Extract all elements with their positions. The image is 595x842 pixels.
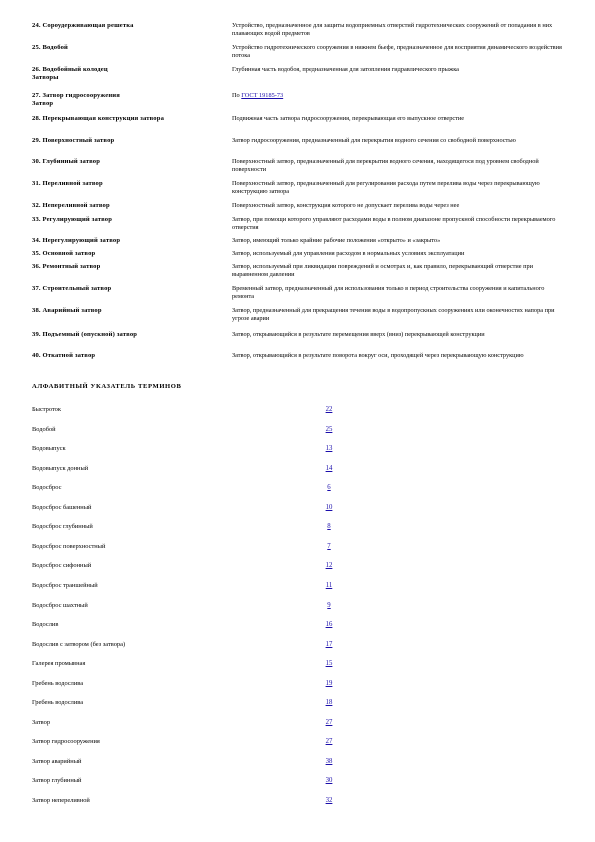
- index-row: [0, 464, 595, 476]
- term-name: 39. Подъемный (опускной) затвор: [32, 331, 138, 338]
- index-page-link[interactable]: [322, 698, 336, 707]
- term-name: 38. Аварийный затвор: [32, 307, 102, 314]
- term-definition: [232, 307, 567, 324]
- index-row: [0, 561, 595, 573]
- term-definition: [232, 263, 567, 280]
- term-definition-text: Поверхностный затвор, предназначенный для перекрытия водного сечения, находящегося под уровнем свободной поверхности: [232, 158, 539, 174]
- index-page-link[interactable]: [322, 464, 336, 473]
- term-definition-text: Поверхностный затвор, конструкция которого не допускает перелива воды через нее: [232, 202, 460, 209]
- index-page-number[interactable]: 12: [325, 562, 333, 570]
- term-definition-text: Затвор, используемый при ликвидации повреждений и осмотрах и, как правило, перекрывающий отверстие при выравненном давлении: [232, 263, 533, 279]
- index-page-number[interactable]: 13: [325, 445, 333, 453]
- index-page-number[interactable]: 27: [325, 718, 333, 726]
- term-definition: [232, 44, 567, 61]
- term-definition: [232, 331, 567, 339]
- index-page-link[interactable]: [322, 561, 336, 570]
- term-definition-text: Затвор, имеющий только крайние рабочие положения «открыто» и «закрыто»: [232, 237, 441, 244]
- term-name: 30. Глубинный затвор: [32, 158, 101, 165]
- term-name: 40. Откатной затвор: [32, 352, 96, 359]
- index-row: [0, 542, 595, 554]
- term-definition: [232, 158, 567, 175]
- term-definition: [232, 137, 567, 145]
- index-row: [0, 640, 595, 652]
- index-page-number[interactable]: 17: [325, 640, 333, 648]
- term-definition-text: Затвор, открывающийся в результате поворота вокруг оси, проходящей через перекрывающую конструкцию: [232, 352, 524, 359]
- index-page-number[interactable]: 22: [325, 406, 333, 413]
- term-name: 32. Непереливной затвор: [32, 202, 110, 209]
- term-name: 31. Переливной затвор: [32, 180, 103, 187]
- index-page-number[interactable]: 14: [325, 464, 333, 472]
- term-definition-text: Затвор, используемый для управления расходом в нормальных условиях эксплуатации: [232, 250, 465, 257]
- term-name: 28. Перекрывающая конструкция затвора: [32, 115, 165, 122]
- index-row: [0, 698, 595, 710]
- term-definition: [232, 66, 567, 74]
- index-term: Затвор гидросооружения: [32, 738, 100, 746]
- index-page-number[interactable]: 15: [325, 660, 333, 668]
- index-page-link[interactable]: [322, 737, 336, 746]
- index-page-link[interactable]: [322, 679, 336, 688]
- term-definition-text: Глубинная часть водобоя, предназначенная для затопления гидравлического прыжка: [232, 66, 459, 73]
- index-term: Водосброс сифонный: [32, 562, 92, 570]
- index-page-link[interactable]: [322, 601, 336, 610]
- term-definition-text: Затвор, открывающийся в результате перемещения вверх (вниз) перекрывающей конструкции: [232, 331, 485, 338]
- index-page-link[interactable]: [322, 757, 336, 766]
- term-name: 36. Ремонтный затвор: [32, 263, 101, 270]
- index-term: Водосброс глубинный: [32, 523, 93, 531]
- index-page-link[interactable]: [322, 796, 336, 805]
- index-page-number[interactable]: 7: [327, 542, 331, 550]
- index-row: [0, 679, 595, 691]
- index-row: [0, 425, 595, 437]
- term-definition: [232, 352, 567, 360]
- index-page-number[interactable]: 19: [325, 679, 333, 687]
- index-page-link[interactable]: [322, 659, 336, 668]
- index-page-number[interactable]: 10: [325, 503, 333, 511]
- term-definition-text: Затвор, при помощи которого управляют расходами воды в полном диапазоне пропускной способности перекрываемого отверстия: [232, 216, 556, 232]
- index-page-number[interactable]: 11: [325, 581, 333, 589]
- term-name: 29. Поверхностный затвор: [32, 137, 115, 144]
- index-term: Водовыпуск донный: [32, 464, 89, 472]
- index-row: [0, 737, 595, 749]
- index-term: Водослив: [32, 621, 59, 629]
- index-row: [0, 405, 595, 417]
- index-page-link[interactable]: [322, 522, 336, 531]
- term-definition-text: Затвор гидросооружения, предназначенный для перекрытия водного сечения со свободной поверхностью: [232, 137, 516, 144]
- term-definition-text: Поверхностный затвор, предназначенный для регулирования расхода путем перелива воды через перекрывающую конструкцию затвора: [232, 180, 540, 196]
- term-definition-text: Подвижная часть затвора гидросооружения, перекрывающая его выпускное отверстие: [232, 115, 465, 122]
- index-page-number[interactable]: 18: [325, 699, 333, 707]
- term-definition: [232, 237, 567, 245]
- term-name: 26. Водобойный колодец Затворы: [32, 66, 108, 82]
- index-row: [0, 581, 595, 593]
- term-definition-text: Временный затвор, предназначенный для использования только в период строительства сооружения и капитального ремонта: [232, 285, 545, 301]
- term-name: 24. Сороудерживающая решетка: [32, 22, 134, 29]
- term-definition: [232, 115, 567, 123]
- index-page-number[interactable]: 6: [327, 484, 331, 492]
- index-title: АЛФАВИТНЫЙ УКАЗАТЕЛЬ ТЕРМИНОВ: [32, 383, 182, 390]
- index-page-number[interactable]: 16: [325, 621, 333, 629]
- term-definition-text: Устройство, предназначенное для защиты водоприемных отверстий гидротехнических сооружений от попадания в них плавающих водой предметов: [232, 22, 553, 38]
- index-term: Водосброс шахтный: [32, 601, 88, 609]
- index-term: Водослив с затвором (без затвора): [32, 640, 126, 648]
- index-row: [0, 503, 595, 515]
- index-row: [0, 757, 595, 769]
- term-name: 25. Водобой: [32, 44, 68, 51]
- index-page-number[interactable]: 38: [325, 757, 333, 765]
- index-term: Водосброс траншейный: [32, 581, 98, 589]
- index-term: Гребень водослива: [32, 699, 84, 707]
- index-page-link[interactable]: [322, 718, 336, 727]
- index-term: Гребень водослива: [32, 679, 84, 687]
- index-page-link[interactable]: [322, 425, 336, 434]
- index-page-link[interactable]: [322, 405, 336, 414]
- term-name: 34. Нерегулирующий затвор: [32, 237, 121, 244]
- index-page-link[interactable]: [322, 776, 336, 785]
- term-definition: [232, 180, 567, 197]
- term-definition: [232, 216, 567, 233]
- index-term: Затвор непереливной: [32, 797, 90, 804]
- index-page-link[interactable]: [322, 620, 336, 629]
- term-definition-text: Устройство гидротехнического сооружения в нижнем бьефе, предназначенное для восприятия динамического воздействия потока: [232, 44, 562, 60]
- index-term: Затвор аварийный: [32, 757, 82, 765]
- index-term: Водобой: [32, 425, 56, 433]
- index-page-number[interactable]: 8: [327, 523, 331, 531]
- index-page-number[interactable]: 9: [327, 601, 331, 609]
- index-row: [0, 444, 595, 456]
- index-term: Водосброс башенный: [32, 503, 92, 511]
- term-name: 37. Строительный затвор: [32, 285, 112, 292]
- term-name: 35. Основной затвор: [32, 250, 96, 257]
- term-name: 33. Регулирующий затвор: [32, 216, 113, 223]
- index-page-link[interactable]: [322, 640, 336, 649]
- index-row: [0, 718, 595, 730]
- standard-link[interactable]: ГОСТ 19185-73: [241, 92, 284, 99]
- index-term: Водовыпуск: [32, 445, 66, 453]
- term-definition-text: По: [232, 92, 242, 99]
- index-row: [0, 776, 595, 788]
- index-row: [0, 522, 595, 534]
- term-name: 27. Затвор гидросооружения Затвор: [32, 92, 120, 108]
- index-page-link[interactable]: [322, 503, 336, 512]
- term-definition-text: Затвор, предназначенный для прекращения течения воды в водопропускных сооружениях или оконечностях напора при угрозе аварии: [232, 307, 555, 323]
- index-page-link[interactable]: [322, 542, 336, 551]
- index-page-link[interactable]: [322, 444, 336, 453]
- index-page-number[interactable]: 27: [325, 738, 333, 746]
- index-page-number[interactable]: 30: [325, 777, 333, 785]
- index-term: Галерея промывная: [32, 660, 86, 668]
- index-page-number[interactable]: 32: [325, 797, 333, 804]
- index-term: Водосброс: [32, 484, 62, 492]
- index-term: Затвор глубинный: [32, 777, 82, 785]
- index-term: Водосброс поверхностный: [32, 542, 106, 550]
- index-row: [0, 601, 595, 613]
- index-page-link[interactable]: [322, 581, 336, 590]
- term-definition: [232, 250, 567, 258]
- index-row: [0, 620, 595, 632]
- term-definition: [232, 22, 567, 39]
- index-row: [0, 796, 595, 808]
- index-row: [0, 659, 595, 671]
- index-term: Быстроток: [32, 406, 61, 413]
- term-definition: [232, 202, 567, 210]
- index-term: Затвор: [32, 718, 51, 726]
- index-row: [0, 483, 595, 495]
- term-definition: [232, 285, 567, 302]
- index-page-number[interactable]: 25: [325, 425, 333, 433]
- index-page-link[interactable]: [322, 483, 336, 492]
- term-definition: [232, 92, 567, 100]
